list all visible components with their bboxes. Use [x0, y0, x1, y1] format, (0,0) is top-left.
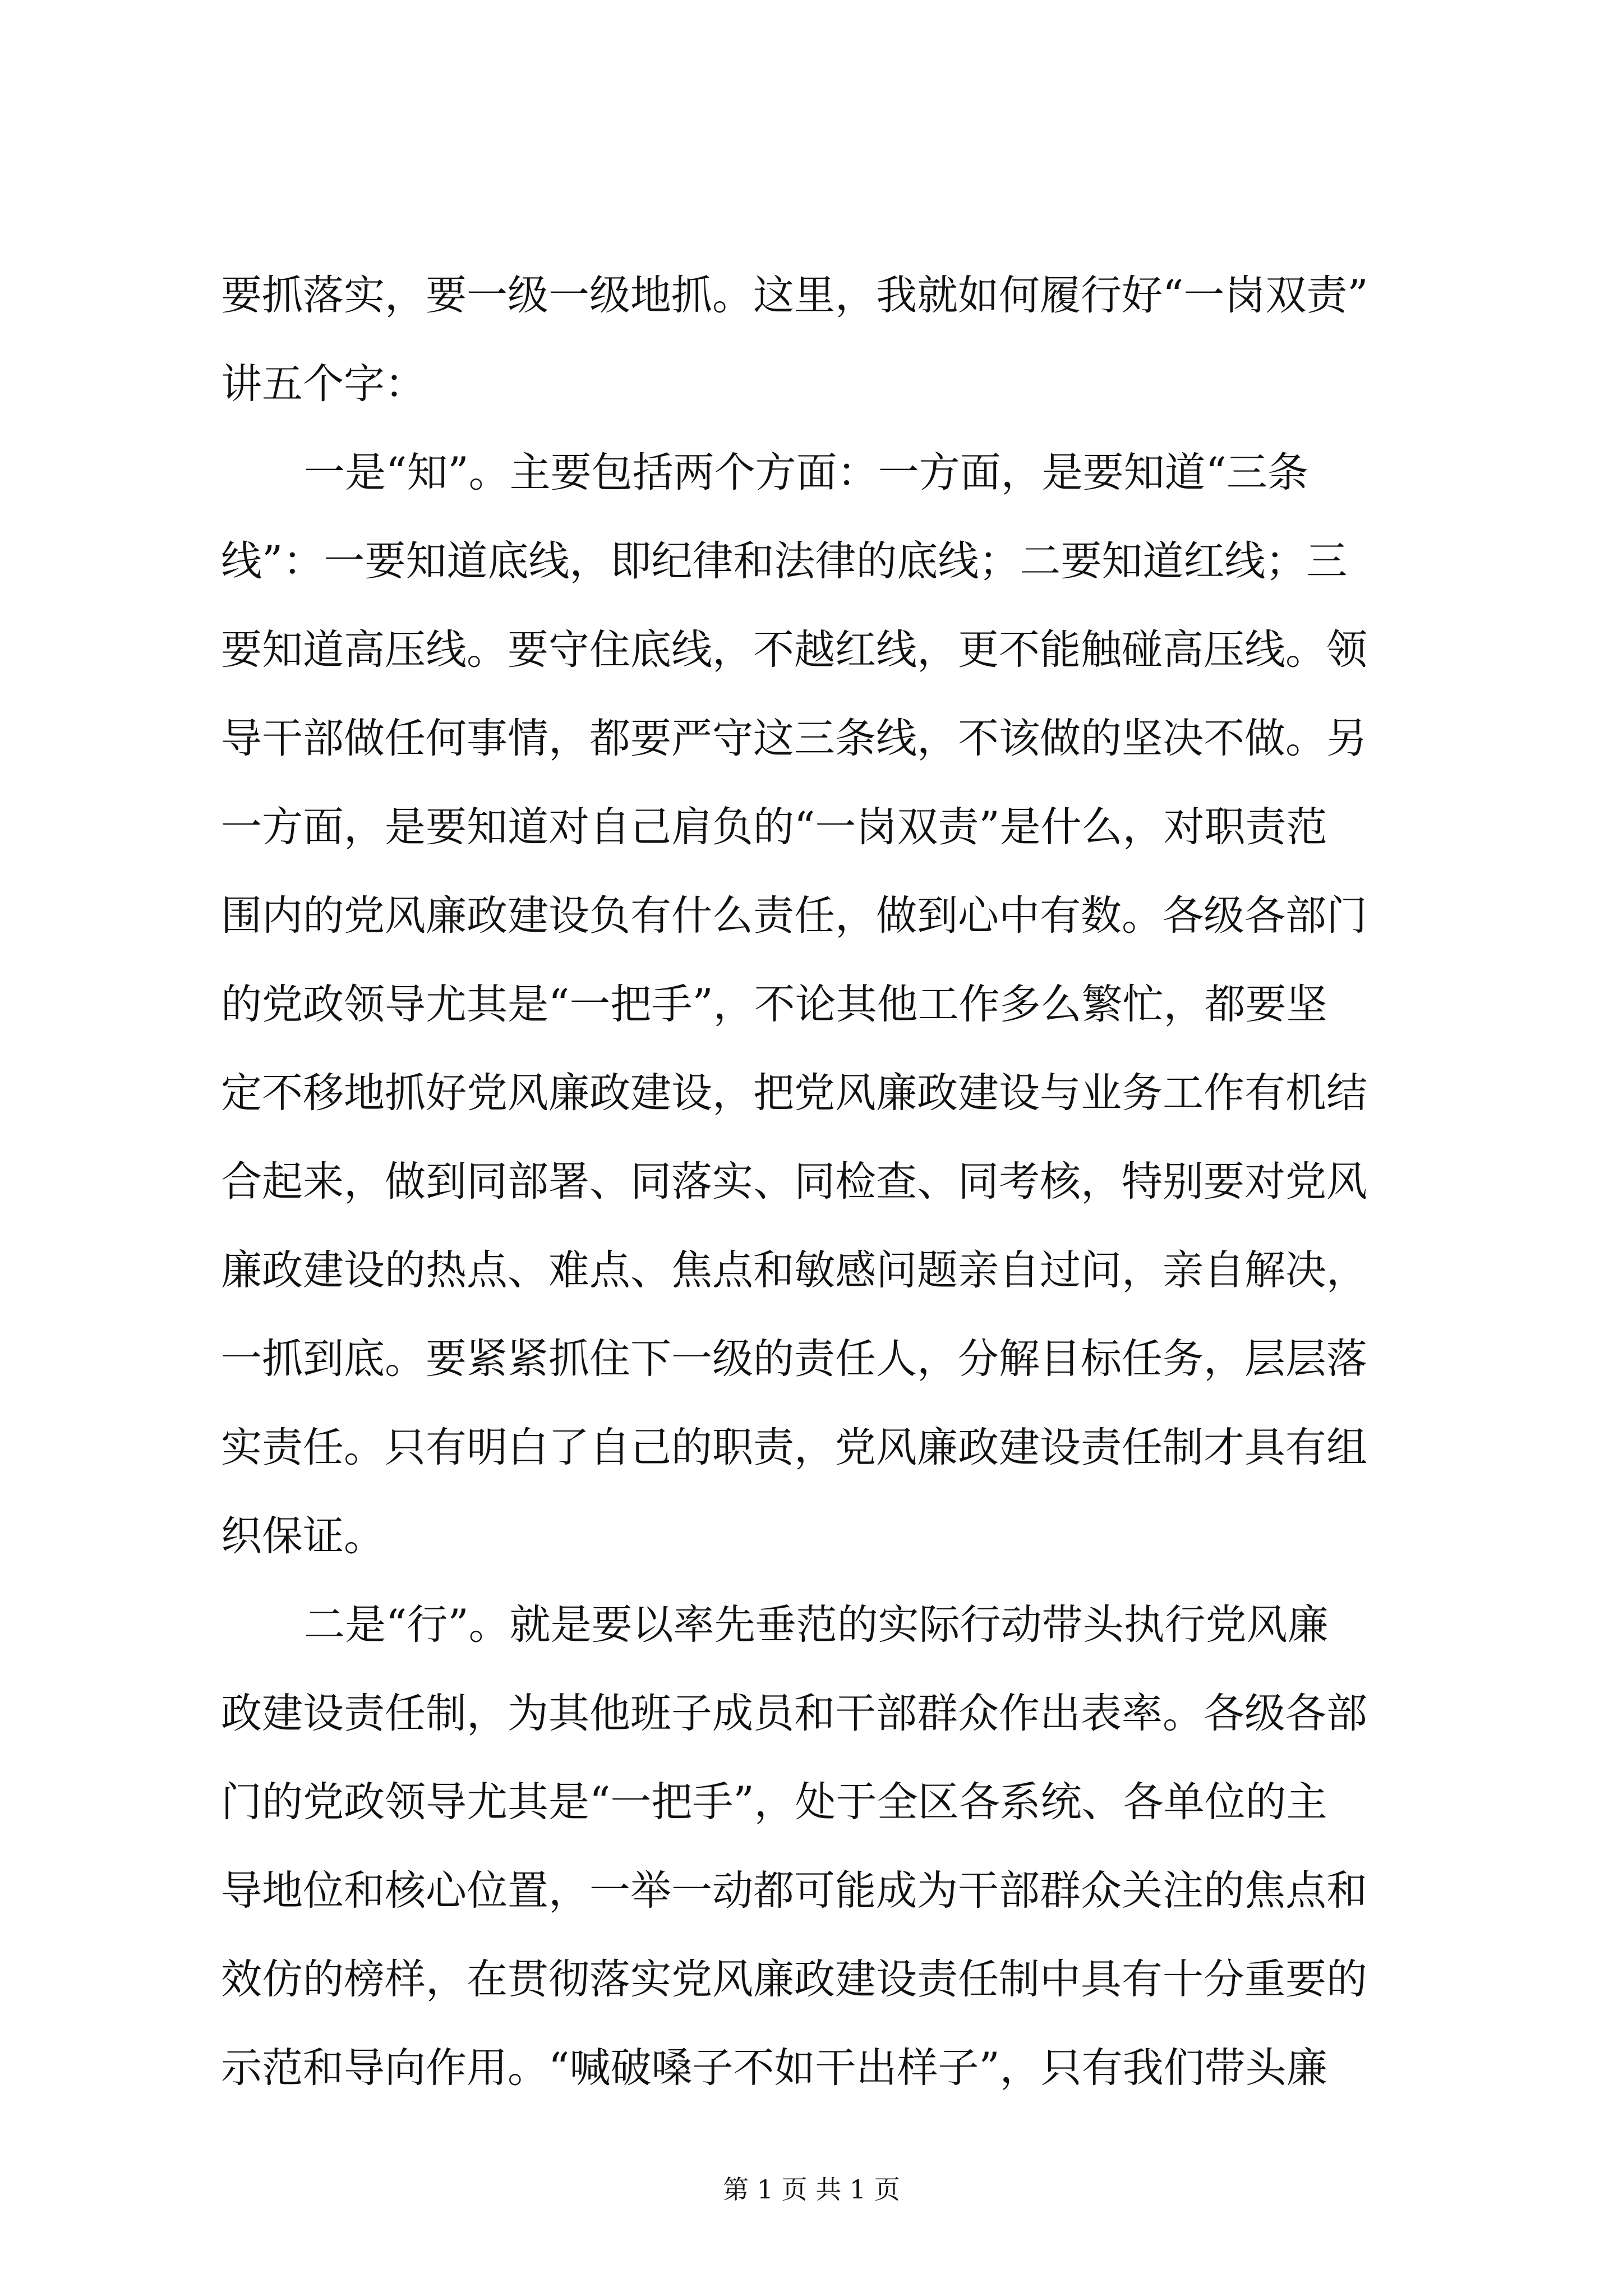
text-line: 门的党政领导尤其是“一把手”，处于全区各系统、各单位的主	[221, 1778, 1327, 1826]
text-line: 政建设责任制，为其他班子成员和干部群众作出表率。各级各部	[221, 1690, 1367, 1737]
paragraph-start-line: 二是“行”。就是要以率先垂范的实际行动带头执行党风廉	[304, 1601, 1329, 1649]
text-line: 的党政领导尤其是“一把手”，不论其他工作多么繁忙，都要坚	[221, 981, 1327, 1028]
text-line: 导地位和核心位置，一举一动都可能成为干部群众关注的焦点和	[221, 1867, 1367, 1915]
text-line: 定不移地抓好党风廉政建设，把党风廉政建设与业务工作有机结	[221, 1069, 1367, 1117]
text-line: 导干部做任何事情，都要严守这三条线，不该做的坚决不做。另	[221, 715, 1367, 762]
text-line: 效仿的榜样，在贯彻落实党风廉政建设责任制中具有十分重要的	[221, 1955, 1367, 2003]
text-line: 合起来，做到同部署、同落实、同检查、同考核，特别要对党风	[221, 1158, 1367, 1205]
text-line: 围内的党风廉政建设负有什么责任，做到心中有数。各级各部门	[221, 892, 1367, 940]
text-line: 一抓到底。要紧紧抓住下一级的责任人，分解目标任务，层层落	[221, 1335, 1367, 1383]
page-footer: 第 1 页 共 1 页	[723, 2174, 900, 2205]
text-line: 织保证。	[221, 1512, 385, 1560]
text-line: 要知道高压线。要守住底线，不越红线，更不能触碰高压线。领	[221, 626, 1367, 674]
text-line: 示范和导向作用。“喊破嗓子不如干出样子”，只有我们带头廉	[221, 2044, 1327, 2092]
text-line: 要抓落实，要一级一级地抓。这里，我就如何履行好“一岗双责”	[221, 272, 1368, 319]
text-line: 讲五个字：	[221, 360, 426, 408]
text-line: 一方面，是要知道对自己肩负的“一岗双责”是什么，对职责范	[221, 803, 1327, 851]
paragraph-start-line: 一是“知”。主要包括两个方面：一方面，是要知道“三条	[304, 449, 1308, 496]
text-line: 廉政建设的热点、难点、焦点和敏感问题亲自过问，亲自解决，	[221, 1246, 1367, 1294]
text-line: 实责任。只有明白了自己的职责，党风廉政建设责任制才具有组	[221, 1424, 1367, 1471]
text-line: 线”：一要知道底线，即纪律和法律的底线；二要知道红线；三	[221, 537, 1348, 585]
